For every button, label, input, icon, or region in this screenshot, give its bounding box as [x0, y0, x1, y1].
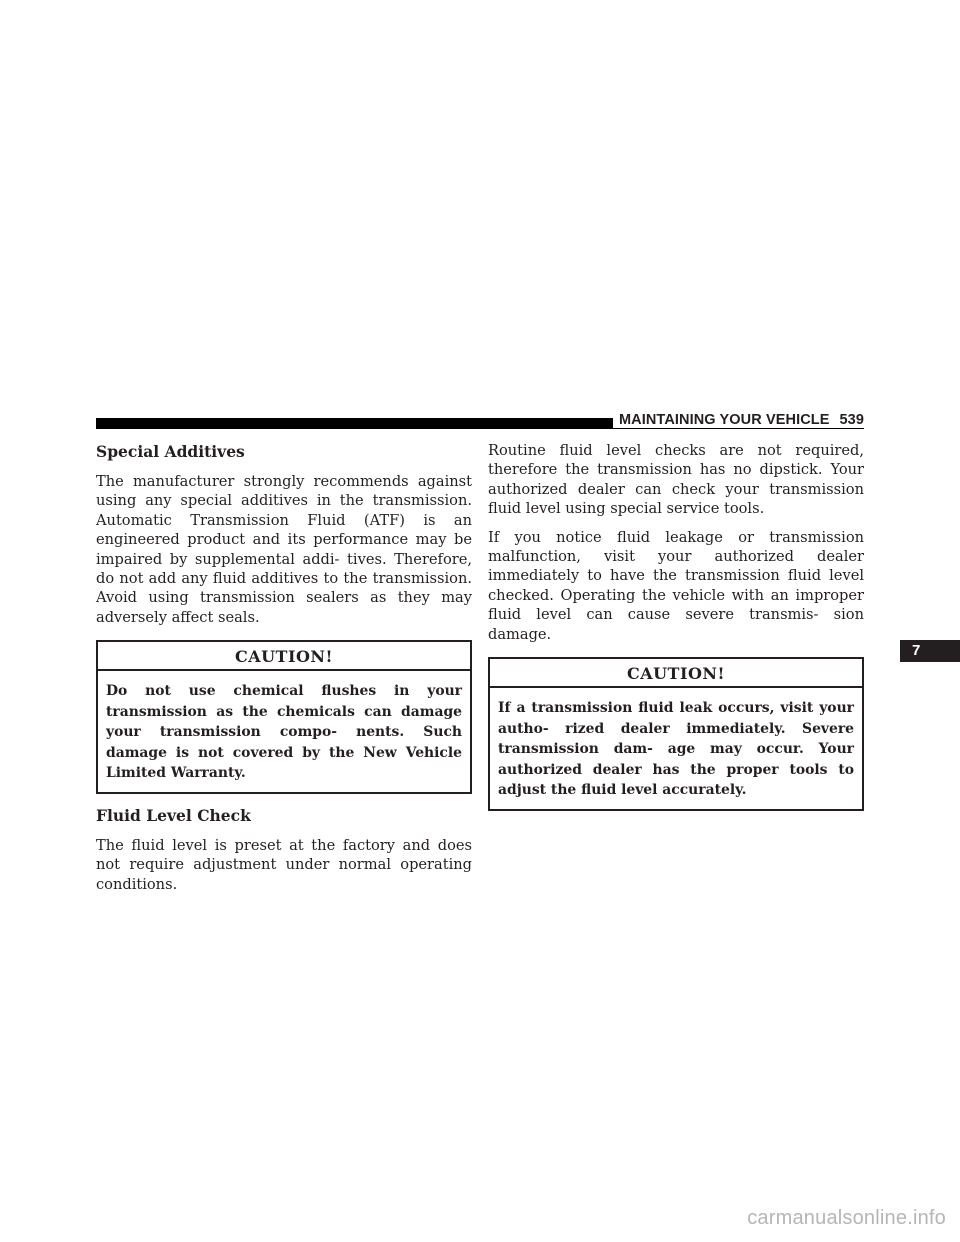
caution-box-leak: [488, 657, 864, 811]
chapter-tab: 7: [900, 640, 960, 662]
caution-title: CAUTION!: [98, 642, 470, 671]
caution-title: CAUTION!: [490, 659, 862, 688]
caution-text: Do not use chemical flushes in your transmission as the chemicals can damage your transmission compo- nents. Such damage is not covered by the New Vehicle Limited Warranty.: [106, 683, 462, 782]
paragraph-routine-checks: Routine fluid level checks are not required, therefore the transmission has no dipstick. Your authorized dealer can check your transmission fluid level using special service tools.: [488, 442, 864, 518]
caution-text: If a transmission fluid leak occurs, visit your autho- rized dealer immediately. Severe transmission dam- age may occur. Your authorized dealer has the proper tools to adjust the fluid level accurately.: [498, 700, 854, 799]
paragraph-fluid-level: The fluid level is preset at the factory and does not require adjustment under normal operating conditions.: [96, 836, 472, 893]
running-header: [613, 412, 864, 428]
paragraph-additives: The manufacturer strongly recommends against using any special additives in the transmission. Automatic Transmission Fluid (ATF) is an engineered product and its performance may be impaired by supplemental addi- tives. Therefore, do not add any fluid additives to the transmission. Avoid using transmission sealers as they may adversely affect seals.: [96, 473, 472, 626]
heading-special-additives: Special Additives: [96, 442, 245, 461]
heading-fluid-level-check: Fluid Level Check: [96, 805, 251, 825]
section-title: MAINTAINING YOUR VEHICLE: [618, 412, 830, 428]
left-column: [96, 441, 472, 903]
paragraph-fluid-leakage: If you notice fluid leakage or transmission malfunction, visit your authorized dealer immediately to have the transmission fluid level checked. Operating the vehicle with an improper fluid level can cause severe transmis- sion damage.: [488, 528, 864, 643]
page-number: 539: [839, 412, 864, 428]
right-column: [488, 441, 864, 822]
watermark: carmanualsonline.info: [747, 1207, 946, 1229]
caution-box-flushes: [96, 640, 472, 794]
